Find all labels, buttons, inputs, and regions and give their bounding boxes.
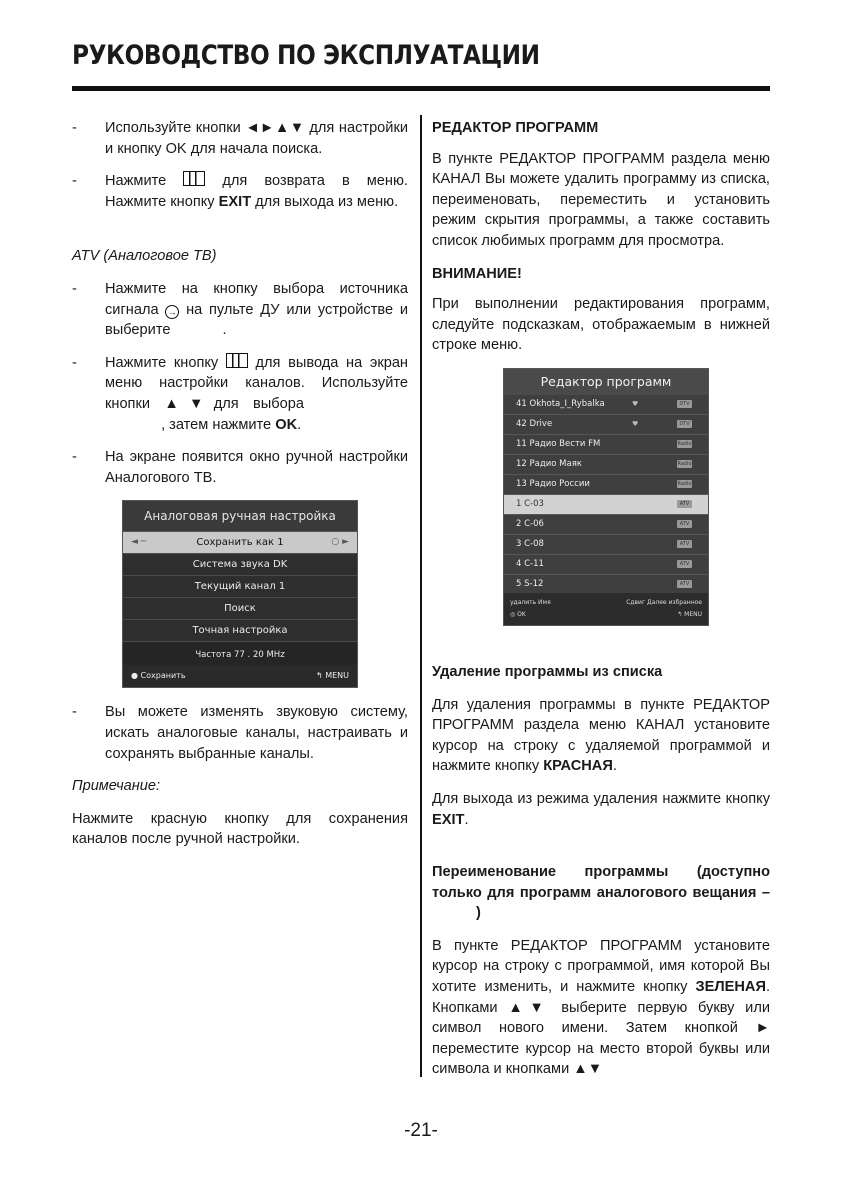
atv-heading: ATV (Аналоговое ТВ) bbox=[72, 248, 217, 265]
favorite-icon: ♥ bbox=[632, 419, 639, 428]
editor-row: 5 S-12 ATV bbox=[504, 575, 708, 595]
editor-row: 13 Радио России Radio bbox=[504, 475, 708, 495]
return-icon: ↰ bbox=[677, 610, 683, 618]
warning-heading: ВНИМАНИЕ! bbox=[432, 265, 522, 282]
editor-row: 3 C-08 ATV bbox=[504, 535, 708, 555]
editor-row: 4 C-11 ATV bbox=[504, 555, 708, 575]
bullet-source: - Нажмите на кнопку выбора источника сигнала → на пульте ДУ или устройстве и выберите . bbox=[72, 280, 408, 339]
ok-icon: ◎ bbox=[510, 610, 516, 618]
bullet-window: - На экране появится окно ручной настройки Аналогового ТВ. bbox=[72, 449, 408, 486]
page-number: -21- bbox=[404, 1120, 438, 1141]
menu-button-icon bbox=[226, 353, 248, 368]
arrow-left-icon: ◄ ─ bbox=[131, 537, 147, 548]
editor-row: 2 C-06 ATV bbox=[504, 515, 708, 535]
title-rule bbox=[72, 86, 770, 91]
section-heading: Переименование программы (доступно только для программ аналогового вещания –) bbox=[432, 864, 770, 922]
menu-row-save: ◄ ─ Сохранить как 1 ○ ► bbox=[123, 532, 357, 554]
left-column bbox=[72, 118, 408, 862]
section-heading: РЕДАКТОР ПРОГРАММ bbox=[432, 120, 599, 136]
return-icon: ↰ bbox=[315, 671, 323, 681]
red-dot-icon: ● bbox=[131, 671, 138, 681]
paragraph: При выполнении редактирования программ, следуйте подсказкам, отображаемым в нижней строке меню. bbox=[432, 296, 770, 354]
frequency-readout: Частота 77 . 20 MHz bbox=[123, 642, 357, 668]
screen-footer: ● Сохранить ↰ MENU bbox=[123, 665, 357, 687]
editor-footer: удалить Имя Сдвиг Далее избранное ◎ OK ↰ MENU bbox=[504, 593, 708, 625]
menu-row-fine-tune: Точная настройка bbox=[123, 620, 357, 642]
screen-title: Аналоговая ручная настройка bbox=[123, 501, 357, 532]
program-editor-screenshot bbox=[503, 368, 709, 626]
source-input-icon: → bbox=[165, 305, 179, 319]
arrow-right-icon: ○ ► bbox=[331, 537, 349, 548]
note-label: Примечание: bbox=[72, 778, 161, 795]
screen-title: Редактор программ bbox=[504, 369, 708, 395]
paragraph: Для выхода из режима удаления нажмите кнопку EXIT. bbox=[432, 790, 770, 828]
bullet-channel-menu: - Нажмите кнопку для вывода на экран меню настройки каналов. Используйте кнопки ▲▼для выбора , затем нажмите OK. bbox=[72, 354, 408, 433]
paragraph: Для удаления программы в пункте РЕДАКТОР ПРОГРАММ раздела меню КАНАЛ установите курсор на строку с удаляемой программой и нажмите кнопку КРАСНАЯ. bbox=[432, 696, 770, 775]
bullet-text: Используйте кнопки ◄►▲▼ для настройки и кнопку OK для начала поиска. bbox=[105, 120, 408, 157]
bullet-buttons: - Используйте кнопки ◄►▲▼ для настройки и кнопку OK для начала поиска. bbox=[72, 118, 408, 159]
editor-row: 11 Радио Вести FM Radio bbox=[504, 435, 708, 455]
menu-row-search: Поиск bbox=[123, 598, 357, 620]
column-divider bbox=[420, 115, 422, 1077]
bullet-menu-return: - Нажмите для возврата в меню. Нажмите кнопку EXIT для выхода из меню. bbox=[72, 173, 408, 210]
atv-manual-tuning-screenshot bbox=[122, 500, 358, 688]
note-text: Нажмите красную кнопку для сохранения каналов после ручной настройки. bbox=[72, 810, 408, 848]
menu-button-icon bbox=[183, 171, 205, 186]
menu-row-sound: Система звука DK bbox=[123, 554, 357, 576]
bullet-capabilities: - Вы можете изменять звуковую систему, искать аналоговые каналы, настраивать и сохранять выбранные каналы. bbox=[72, 704, 408, 762]
section-heading: Удаление программы из списка bbox=[432, 663, 663, 680]
editor-row-selected: 1 C-03 ATV bbox=[504, 495, 708, 515]
favorite-icon: ♥ bbox=[632, 399, 639, 408]
editor-row: 41 Okhota_I_Rybalka ♥ DTV bbox=[504, 395, 708, 415]
paragraph: В пункте РЕДАКТОР ПРОГРАММ установите курсор на строку с программой, имя которой Вы хотите изменить, и нажмите кнопку ЗЕЛЕНАЯ. Кнопками ▲▼ выберите первую букву или символ нового имени. Затем кнопкой ► переместите курсор на место второй буквы или символа и кнопками ▲▼ bbox=[432, 937, 770, 1078]
right-column bbox=[432, 118, 770, 1092]
page-title: РУКОВОДСТВО ПО ЭКСПЛУАТАЦИИ bbox=[72, 40, 540, 71]
menu-row-channel: Текущий канал 1 bbox=[123, 576, 357, 598]
editor-row: 12 Радио Маяк Radio bbox=[504, 455, 708, 475]
editor-row: 42 Drive ♥ DTV bbox=[504, 415, 708, 435]
paragraph: В пункте РЕДАКТОР ПРОГРАММ раздела меню КАНАЛ Вы можете удалить программу из списка, переименовать, переместить и установить режим скрытия программы, а также составить список любимых программ для просмотра. bbox=[432, 150, 770, 249]
